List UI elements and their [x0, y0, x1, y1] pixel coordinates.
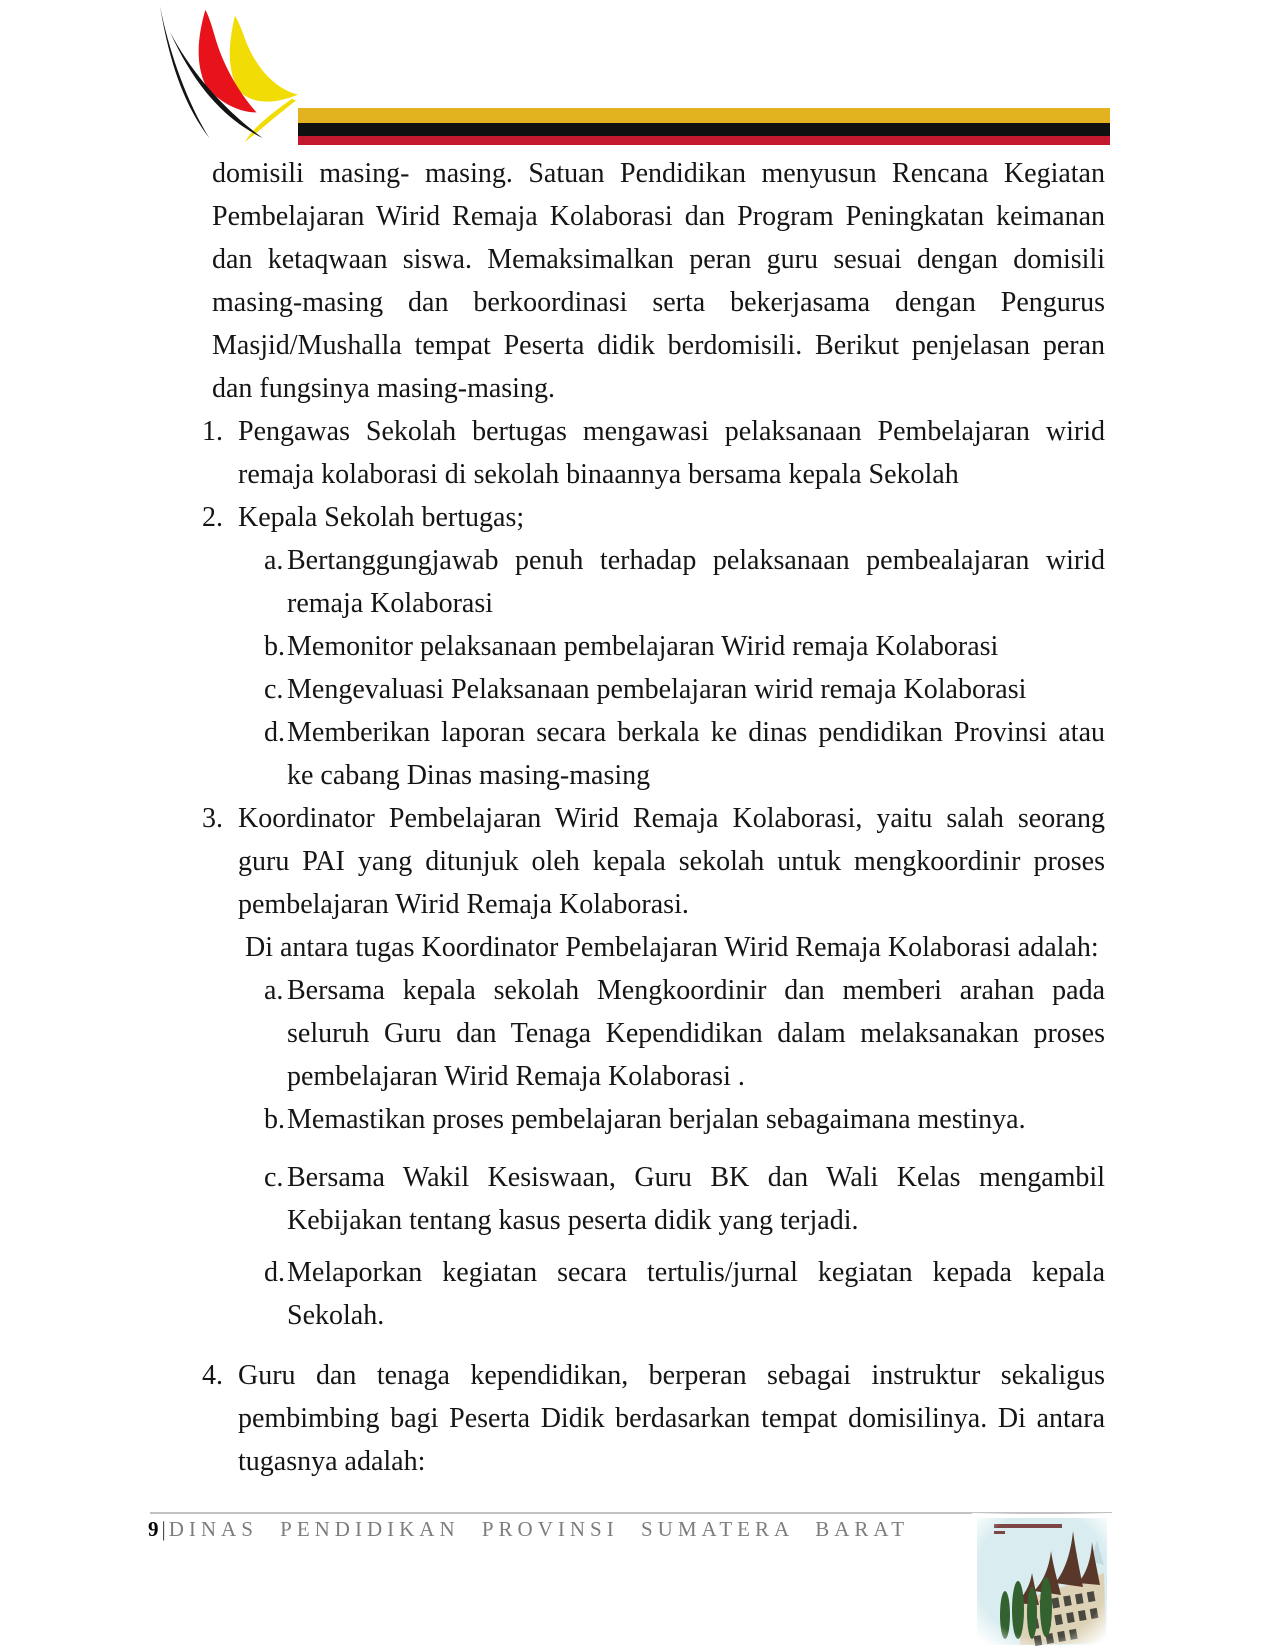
logo-yellow-horn: [230, 16, 298, 102]
list-marker-4: 4.: [202, 1360, 223, 1391]
list-item-2b: [264, 625, 1105, 668]
stripe-yellow: [298, 108, 1110, 123]
list-item-2d: [264, 711, 1105, 797]
stripe-red: [298, 136, 1110, 145]
list-item-2a-text: Bertanggungjawab penuh terhadap pelaksanaan pembealajaran wirid remaja Kolaborasi: [287, 545, 1105, 619]
list-item-3d: [264, 1251, 1105, 1337]
list-item-1-text: Pengawas Sekolah bertugas mengawasi pelaksanaan Pembelajaran wirid remaja kolaborasi di sekolah binaannya bersama kepala Sekolah: [238, 416, 1105, 490]
list-item-3c: [264, 1156, 1105, 1242]
list-marker-2c: c.: [264, 674, 284, 705]
list-marker-3d: d.: [264, 1257, 285, 1288]
page-number: 9: [148, 1517, 161, 1541]
list-item-3a-text: Bersama kepala sekolah Mengkoordinir dan memberi arahan pada seluruh Guru dan Tenaga Kependidikan dalam melaksanakan proses pembelajaran Wirid Remaja Kolaborasi .: [287, 975, 1105, 1092]
list-item-4: [202, 1354, 1105, 1483]
list-item-2a: [264, 539, 1105, 625]
list-marker-3: 3.: [202, 803, 223, 834]
logo-yellow-tail: [245, 99, 296, 142]
list-marker-2: 2.: [202, 502, 223, 533]
list-item-2: [202, 496, 1105, 539]
list-marker-3b: b.: [264, 1104, 285, 1135]
header-stripes: [298, 108, 1110, 145]
sumbar-education-logo-icon: [146, 4, 308, 142]
list-item-3c-text: Bersama Wakil Kesiswaan, Guru BK dan Wali Kelas mengambil Kebijakan tentang kasus peserta didik yang terjadi.: [287, 1162, 1105, 1236]
list-marker-2b: b.: [264, 631, 285, 662]
list-item-3b: [264, 1098, 1105, 1141]
footer-separator: |: [161, 1517, 166, 1541]
page-footer: [148, 1517, 909, 1547]
list-item-4-text: Guru dan tenaga kependidikan, berperan sebagai instruktur sekaligus pembimbing bagi Peserta Didik berdasarkan tempat domisilinya. Di antara tugasnya adalah:: [238, 1360, 1105, 1477]
list-item-2c-text: Mengevaluasi Pelaksanaan pembelajaran wirid remaja Kolaborasi: [287, 674, 1027, 705]
footer-divider: [150, 1512, 1112, 1514]
list-marker-3a: a.: [264, 975, 284, 1006]
list-item-3a: [264, 969, 1105, 1098]
office-building-illustration: [972, 1513, 1112, 1650]
list-marker-3c: c.: [264, 1162, 284, 1193]
intro-paragraph: domisili masing- masing. Satuan Pendidikan menyusun Rencana Kegiatan Pembelajaran Wirid Remaja Kolaborasi dan Program Peningkatan keimanan dan ketaqwaan siswa. Memaksimalkan peran guru sesuai dengan domisili masing-masing dan berkoordinasi serta bekerjasama dengan Pengurus Masjid/Mushalla tempat Peserta didik berdomisili. Berikut penjelasan peran dan fungsinya masing-masing.: [212, 158, 1105, 404]
document-body: [202, 152, 1105, 1483]
list-item-1: [202, 410, 1105, 496]
list-marker-2a: a.: [264, 545, 284, 576]
list-item-2b-text: Memonitor pelaksanaan pembelajaran Wirid remaja Kolaborasi: [287, 631, 999, 662]
list-item-2c: [264, 668, 1105, 711]
list-item-3-text: Koordinator Pembelajaran Wirid Remaja Kolaborasi, yaitu salah seorang guru PAI yang ditunjuk oleh kepala sekolah untuk mengkoordinir proses pembelajaran Wirid Remaja Kolaborasi.: [238, 803, 1105, 920]
list-item-2-text: Kepala Sekolah bertugas;: [238, 502, 525, 533]
stripe-black: [298, 123, 1110, 136]
coordinator-tasks-note: Di antara tugas Koordinator Pembelajaran Wirid Remaja Kolaborasi adalah:: [245, 932, 1099, 963]
list-item-3b-text: Memastikan proses pembelajaran berjalan sebagaimana mestinya.: [287, 1104, 1026, 1135]
list-item-3: [202, 797, 1105, 926]
list-marker-1: 1.: [202, 416, 223, 447]
vignette-overlay: [972, 1513, 1112, 1650]
footer-label: DINAS PENDIDIKAN PROVINSI SUMATERA BARAT: [168, 1517, 910, 1541]
list-marker-2d: d.: [264, 717, 285, 748]
list-item-3d-text: Melaporkan kegiatan secara tertulis/jurnal kegiatan kepada kepala Sekolah.: [287, 1257, 1105, 1331]
list-item-2d-text: Memberikan laporan secara berkala ke dinas pendidikan Provinsi atau ke cabang Dinas masing-masing: [287, 717, 1105, 791]
